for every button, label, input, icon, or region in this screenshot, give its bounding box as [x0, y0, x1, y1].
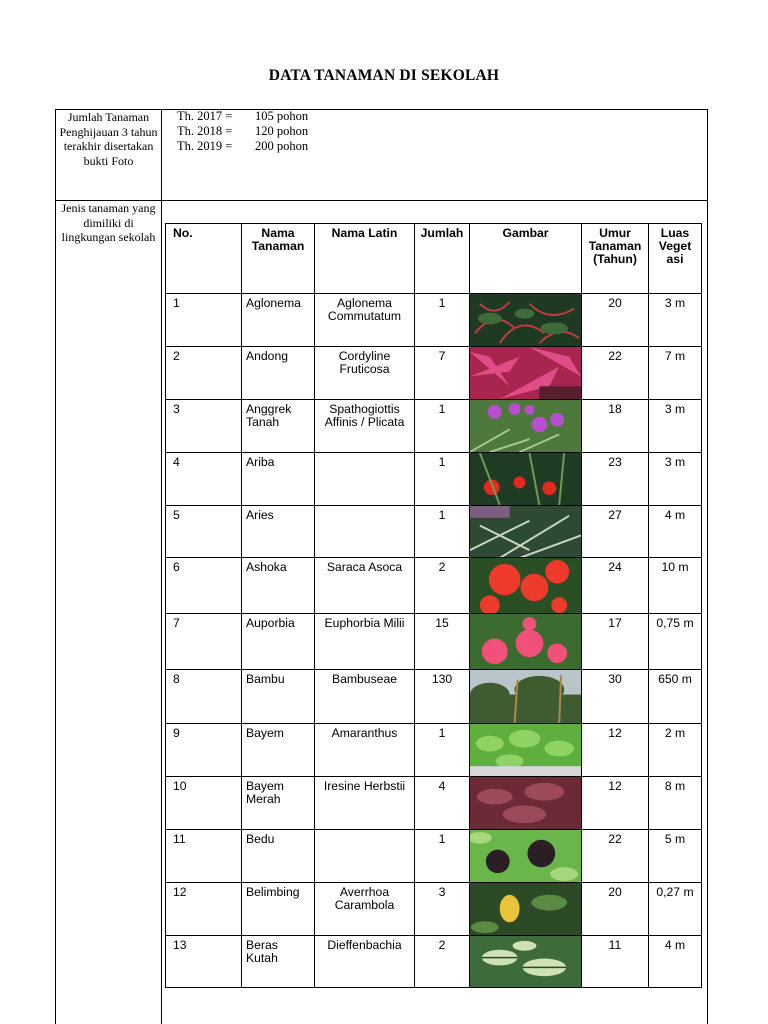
plant-name: Auporbia: [242, 614, 315, 670]
latin-name: Euphorbia Milii: [315, 614, 415, 670]
plant-count: 1: [415, 453, 470, 506]
plant-count: 130: [415, 670, 470, 724]
table-row: [166, 558, 702, 614]
vegetation-area: 650 m: [649, 670, 702, 724]
year-label: Th. 2017 =: [177, 109, 233, 123]
vegetation-area: 10 m: [649, 558, 702, 614]
plant-photo: [470, 453, 582, 506]
table-row: [166, 670, 702, 724]
row-number: 11: [166, 830, 242, 883]
plant-photo: [470, 347, 582, 400]
latin-name: Iresine Herbstii: [315, 777, 415, 830]
table-row: [166, 883, 702, 936]
plant-name: Andong: [242, 347, 315, 400]
table-row: [166, 294, 702, 347]
row-number: 7: [166, 614, 242, 670]
plant-age: 27: [582, 506, 649, 558]
table-row: [166, 936, 702, 988]
vegetation-area: 3 m: [649, 453, 702, 506]
plant-photo: [470, 294, 582, 347]
year-row: [177, 139, 308, 154]
plant-name: Bayem Merah: [242, 777, 315, 830]
plant-photo: [470, 777, 582, 830]
row-number: 13: [166, 936, 242, 988]
anggrek-photo: [470, 400, 581, 452]
plant-photo: [470, 506, 582, 558]
row-number: 2: [166, 347, 242, 400]
latin-name: [315, 830, 415, 883]
year-value: 200 pohon: [255, 139, 309, 153]
belimbing-photo: [470, 883, 581, 935]
row-number: 5: [166, 506, 242, 558]
header-luas: Luas Veget asi: [649, 224, 702, 294]
year-row: [177, 124, 308, 139]
plant-photo: [470, 400, 582, 453]
year-label: Th. 2019 =: [177, 139, 233, 153]
vegetation-area: 3 m: [649, 294, 702, 347]
table-row: [166, 830, 702, 883]
section-label-jenis-tanaman: Jenis tanaman yang dimiliki di lingkungan sekolah: [61, 201, 156, 244]
table-row: [166, 453, 702, 506]
table-row: [166, 724, 702, 777]
latin-name: Averrhoa Carambola: [315, 883, 415, 936]
header-gambar: Gambar: [470, 224, 582, 294]
plant-age: 22: [582, 347, 649, 400]
plant-age: 30: [582, 670, 649, 724]
bayem-photo: [470, 724, 581, 776]
plant-photo: [470, 670, 582, 724]
plant-name: Ashoka: [242, 558, 315, 614]
plant-photo: [470, 614, 582, 670]
latin-name: Amaranthus: [315, 724, 415, 777]
table-header-row: [166, 224, 702, 294]
row-number: 3: [166, 400, 242, 453]
plant-photo: [470, 883, 582, 936]
plant-count: 2: [415, 558, 470, 614]
row-number: 4: [166, 453, 242, 506]
plant-age: 24: [582, 558, 649, 614]
vegetation-area: 8 m: [649, 777, 702, 830]
plant-age: 12: [582, 777, 649, 830]
plant-count: 3: [415, 883, 470, 936]
row-number: 6: [166, 558, 242, 614]
vegetation-area: 5 m: [649, 830, 702, 883]
andong-photo: [470, 347, 581, 399]
plant-count: 1: [415, 400, 470, 453]
header-jumlah: Jumlah: [415, 224, 470, 294]
yearly-counts: [177, 109, 308, 154]
plant-count: 1: [415, 294, 470, 347]
latin-name: [315, 453, 415, 506]
row-number: 1: [166, 294, 242, 347]
latin-name: Saraca Asoca: [315, 558, 415, 614]
plant-age: 12: [582, 724, 649, 777]
plant-table: [165, 223, 702, 988]
vegetation-area: 0,75 m: [649, 614, 702, 670]
bambu-photo: [470, 670, 581, 723]
plant-count: 1: [415, 506, 470, 558]
row-number: 12: [166, 883, 242, 936]
bayem-merah-photo: [470, 777, 581, 829]
vegetation-area: 7 m: [649, 347, 702, 400]
column-divider: [161, 109, 162, 1024]
plant-name: Aries: [242, 506, 315, 558]
year-value: 105 pohon: [255, 109, 309, 123]
vegetation-area: 2 m: [649, 724, 702, 777]
page-title: DATA TANAMAN DI SEKOLAH: [268, 67, 500, 84]
plant-name: Ariba: [242, 453, 315, 506]
vegetation-area: 4 m: [649, 936, 702, 988]
latin-name: Aglonema Commutatum: [315, 294, 415, 347]
plant-count: 1: [415, 830, 470, 883]
ashoka-photo: [470, 558, 581, 613]
auporbia-photo: [470, 614, 581, 669]
plant-name: Aglonema: [242, 294, 315, 347]
table-row: [166, 777, 702, 830]
latin-name: [315, 506, 415, 558]
vegetation-area: 3 m: [649, 400, 702, 453]
beras-kutah-photo: [470, 936, 581, 987]
latin-name: Dieffenbachia: [315, 936, 415, 988]
plant-age: 20: [582, 294, 649, 347]
plant-photo: [470, 558, 582, 614]
plant-age: 22: [582, 830, 649, 883]
plant-count: 15: [415, 614, 470, 670]
table-row: [166, 347, 702, 400]
plant-age: 18: [582, 400, 649, 453]
plant-name: Bambu: [242, 670, 315, 724]
plant-name: Bedu: [242, 830, 315, 883]
plant-count: 1: [415, 724, 470, 777]
row-number: 9: [166, 724, 242, 777]
plant-age: 11: [582, 936, 649, 988]
latin-name: Spathogiottis Affinis / Plicata: [315, 400, 415, 453]
plant-count: 2: [415, 936, 470, 988]
plant-age: 23: [582, 453, 649, 506]
plant-photo: [470, 830, 582, 883]
plant-name: Belimbing: [242, 883, 315, 936]
aglonema-photo: [470, 294, 581, 346]
plant-name: Anggrek Tanah: [242, 400, 315, 453]
section-label-jumlah-tanaman: Jumlah Tanaman Penghijauan 3 tahun terakhir disertakan bukti Foto: [59, 110, 158, 168]
latin-name: Cordyline Fruticosa: [315, 347, 415, 400]
header-no: No.: [166, 224, 242, 294]
ariba-photo: [470, 453, 581, 505]
table-row: [166, 400, 702, 453]
vegetation-area: 0,27 m: [649, 883, 702, 936]
plant-photo: [470, 936, 582, 988]
plant-count: 4: [415, 777, 470, 830]
row-number: 10: [166, 777, 242, 830]
aries-photo: [470, 506, 581, 557]
plant-name: Beras Kutah: [242, 936, 315, 988]
plant-count: 7: [415, 347, 470, 400]
header-nama-tanaman: Nama Tanaman: [242, 224, 315, 294]
year-row: [177, 109, 308, 124]
year-label: Th. 2018 =: [177, 124, 233, 138]
latin-name: Bambuseae: [315, 670, 415, 724]
plant-age: 17: [582, 614, 649, 670]
table-row: [166, 506, 702, 558]
plant-photo: [470, 724, 582, 777]
plant-age: 20: [582, 883, 649, 936]
bedu-photo: [470, 830, 581, 882]
year-value: 120 pohon: [255, 124, 309, 138]
header-nama-latin: Nama Latin: [315, 224, 415, 294]
header-umur: Umur Tanaman (Tahun): [582, 224, 649, 294]
table-row: [166, 614, 702, 670]
vegetation-area: 4 m: [649, 506, 702, 558]
plant-name: Bayem: [242, 724, 315, 777]
row-number: 8: [166, 670, 242, 724]
